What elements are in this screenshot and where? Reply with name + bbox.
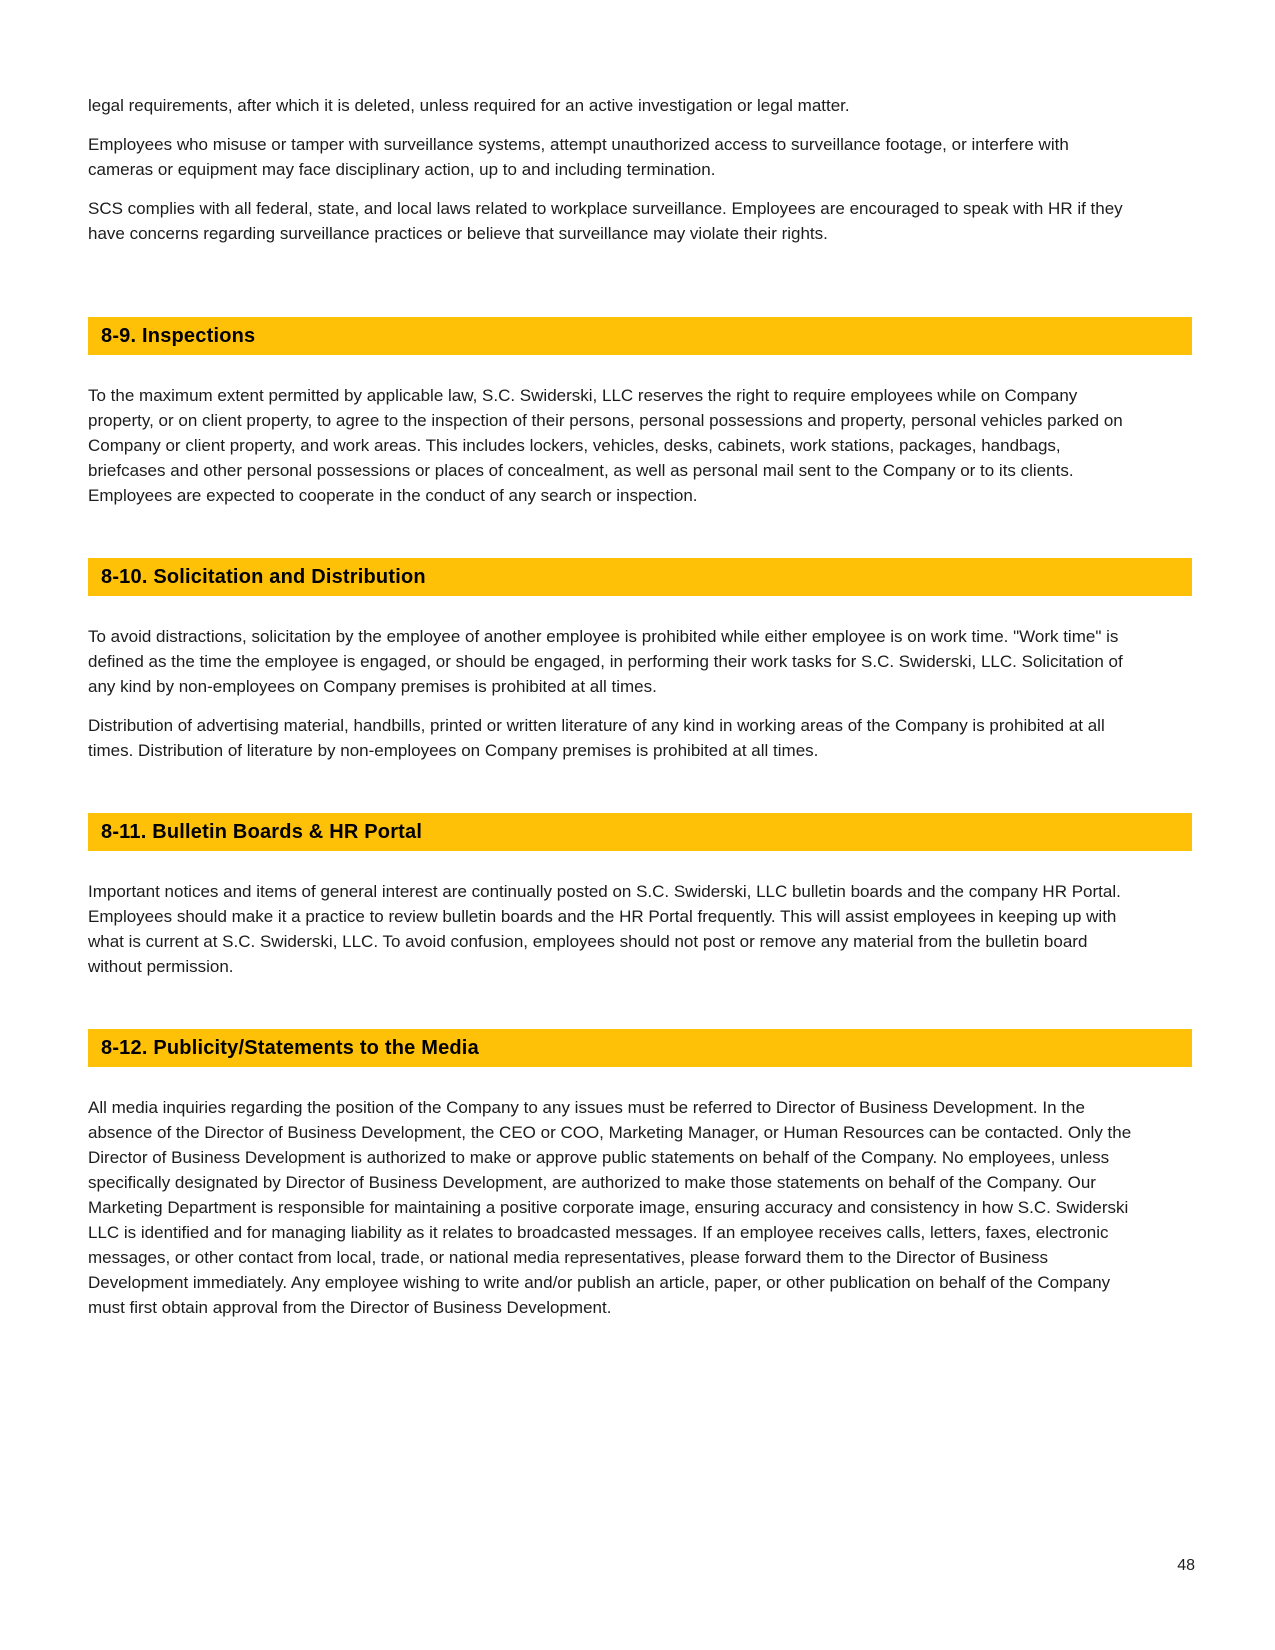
section-heading-solicitation-distribution: 8-10. Solicitation and Distribution <box>88 558 1192 596</box>
section-paragraph: All media inquiries regarding the position of the Company to any issues must be referred to Director of Business Development. In the absence of the Director of Business Development, the CEO or COO, Marketing Manager, or Human Resources can be contacted. Only the Director of Business Development is authorized to make or approve public statements on behalf of the Company. No employees, unless specifically designated by Director of Business Development, are authorized to make those statements on behalf of the Company. Our Marketing Department is responsible for maintaining a positive corporate image, ensuring accuracy and consistency in how S.C. Swiderski LLC is identified and for managing liability as it relates to broadcasted messages. If an employee receives calls, letters, faxes, electronic messages, or other contact from local, trade, or national media representatives, please forward them to the Director of Business Development immediately. Any employee wishing to write and/or publish an article, paper, or other publication on behalf of the Company must first obtain approval from the Director of Business Development. <box>88 1098 1132 1317</box>
section-paragraph: Important notices and items of general interest are continually posted on S.C. Swiderski, LLC bulletin boards and the company HR Portal. Employees should make it a practice to review bulletin boards and the HR Portal frequently. This will assist employees in keeping up with what is current at S.C. Swiderski, LLC. To avoid confusion, employees should not post or remove any material from the bulletin board without permission. <box>88 882 1121 976</box>
page-number: 48 <box>1177 1557 1195 1574</box>
section-heading-inspections: 8-9. Inspections <box>88 317 1192 355</box>
intro-paragraph: SCS complies with all federal, state, and local laws related to workplace surveillance. Employees are encouraged to speak with HR if they have concerns regarding surveillance practices or believe that surveillance may violate their rights. <box>88 199 1123 243</box>
section-heading-bulletin-boards-hr-portal: 8-11. Bulletin Boards & HR Portal <box>88 813 1192 851</box>
section-paragraph: To avoid distractions, solicitation by the employee of another employee is prohibited while either employee is on work time. "Work time" is defined as the time the employee is engaged, or should be engaged, in performing their work tasks for S.C. Swiderski, LLC. Solicitation of any kind by non-employees on Company premises is prohibited at all times. <box>88 627 1123 696</box>
intro-paragraph: Employees who misuse or tamper with surveillance systems, attempt unauthorized access to surveillance footage, or interfere with cameras or equipment may face disciplinary action, up to and including termination. <box>88 135 1069 179</box>
section-paragraph: To the maximum extent permitted by applicable law, S.C. Swiderski, LLC reserves the right to require employees while on Company property, or on client property, to agree to the inspection of their persons, personal possessions and property, personal vehicles parked on Company or client property, and work areas. This includes lockers, vehicles, desks, cabinets, work stations, packages, handbags, briefcases and other personal possessions or places of concealment, as well as personal mail sent to the Company or to its clients. Employees are expected to cooperate in the conduct of any search or inspection. <box>88 386 1123 505</box>
section-paragraph: Distribution of advertising material, handbills, printed or written literature of any kind in working areas of the Company is prohibited at all times. Distribution of literature by non-employees on Company premises is prohibited at all times. <box>88 716 1105 760</box>
section-heading-publicity-statements-media: 8-12. Publicity/Statements to the Media <box>88 1029 1192 1067</box>
page-content <box>88 93 1192 1334</box>
intro-paragraph: legal requirements, after which it is deleted, unless required for an active investigation or legal matter. <box>88 96 850 115</box>
